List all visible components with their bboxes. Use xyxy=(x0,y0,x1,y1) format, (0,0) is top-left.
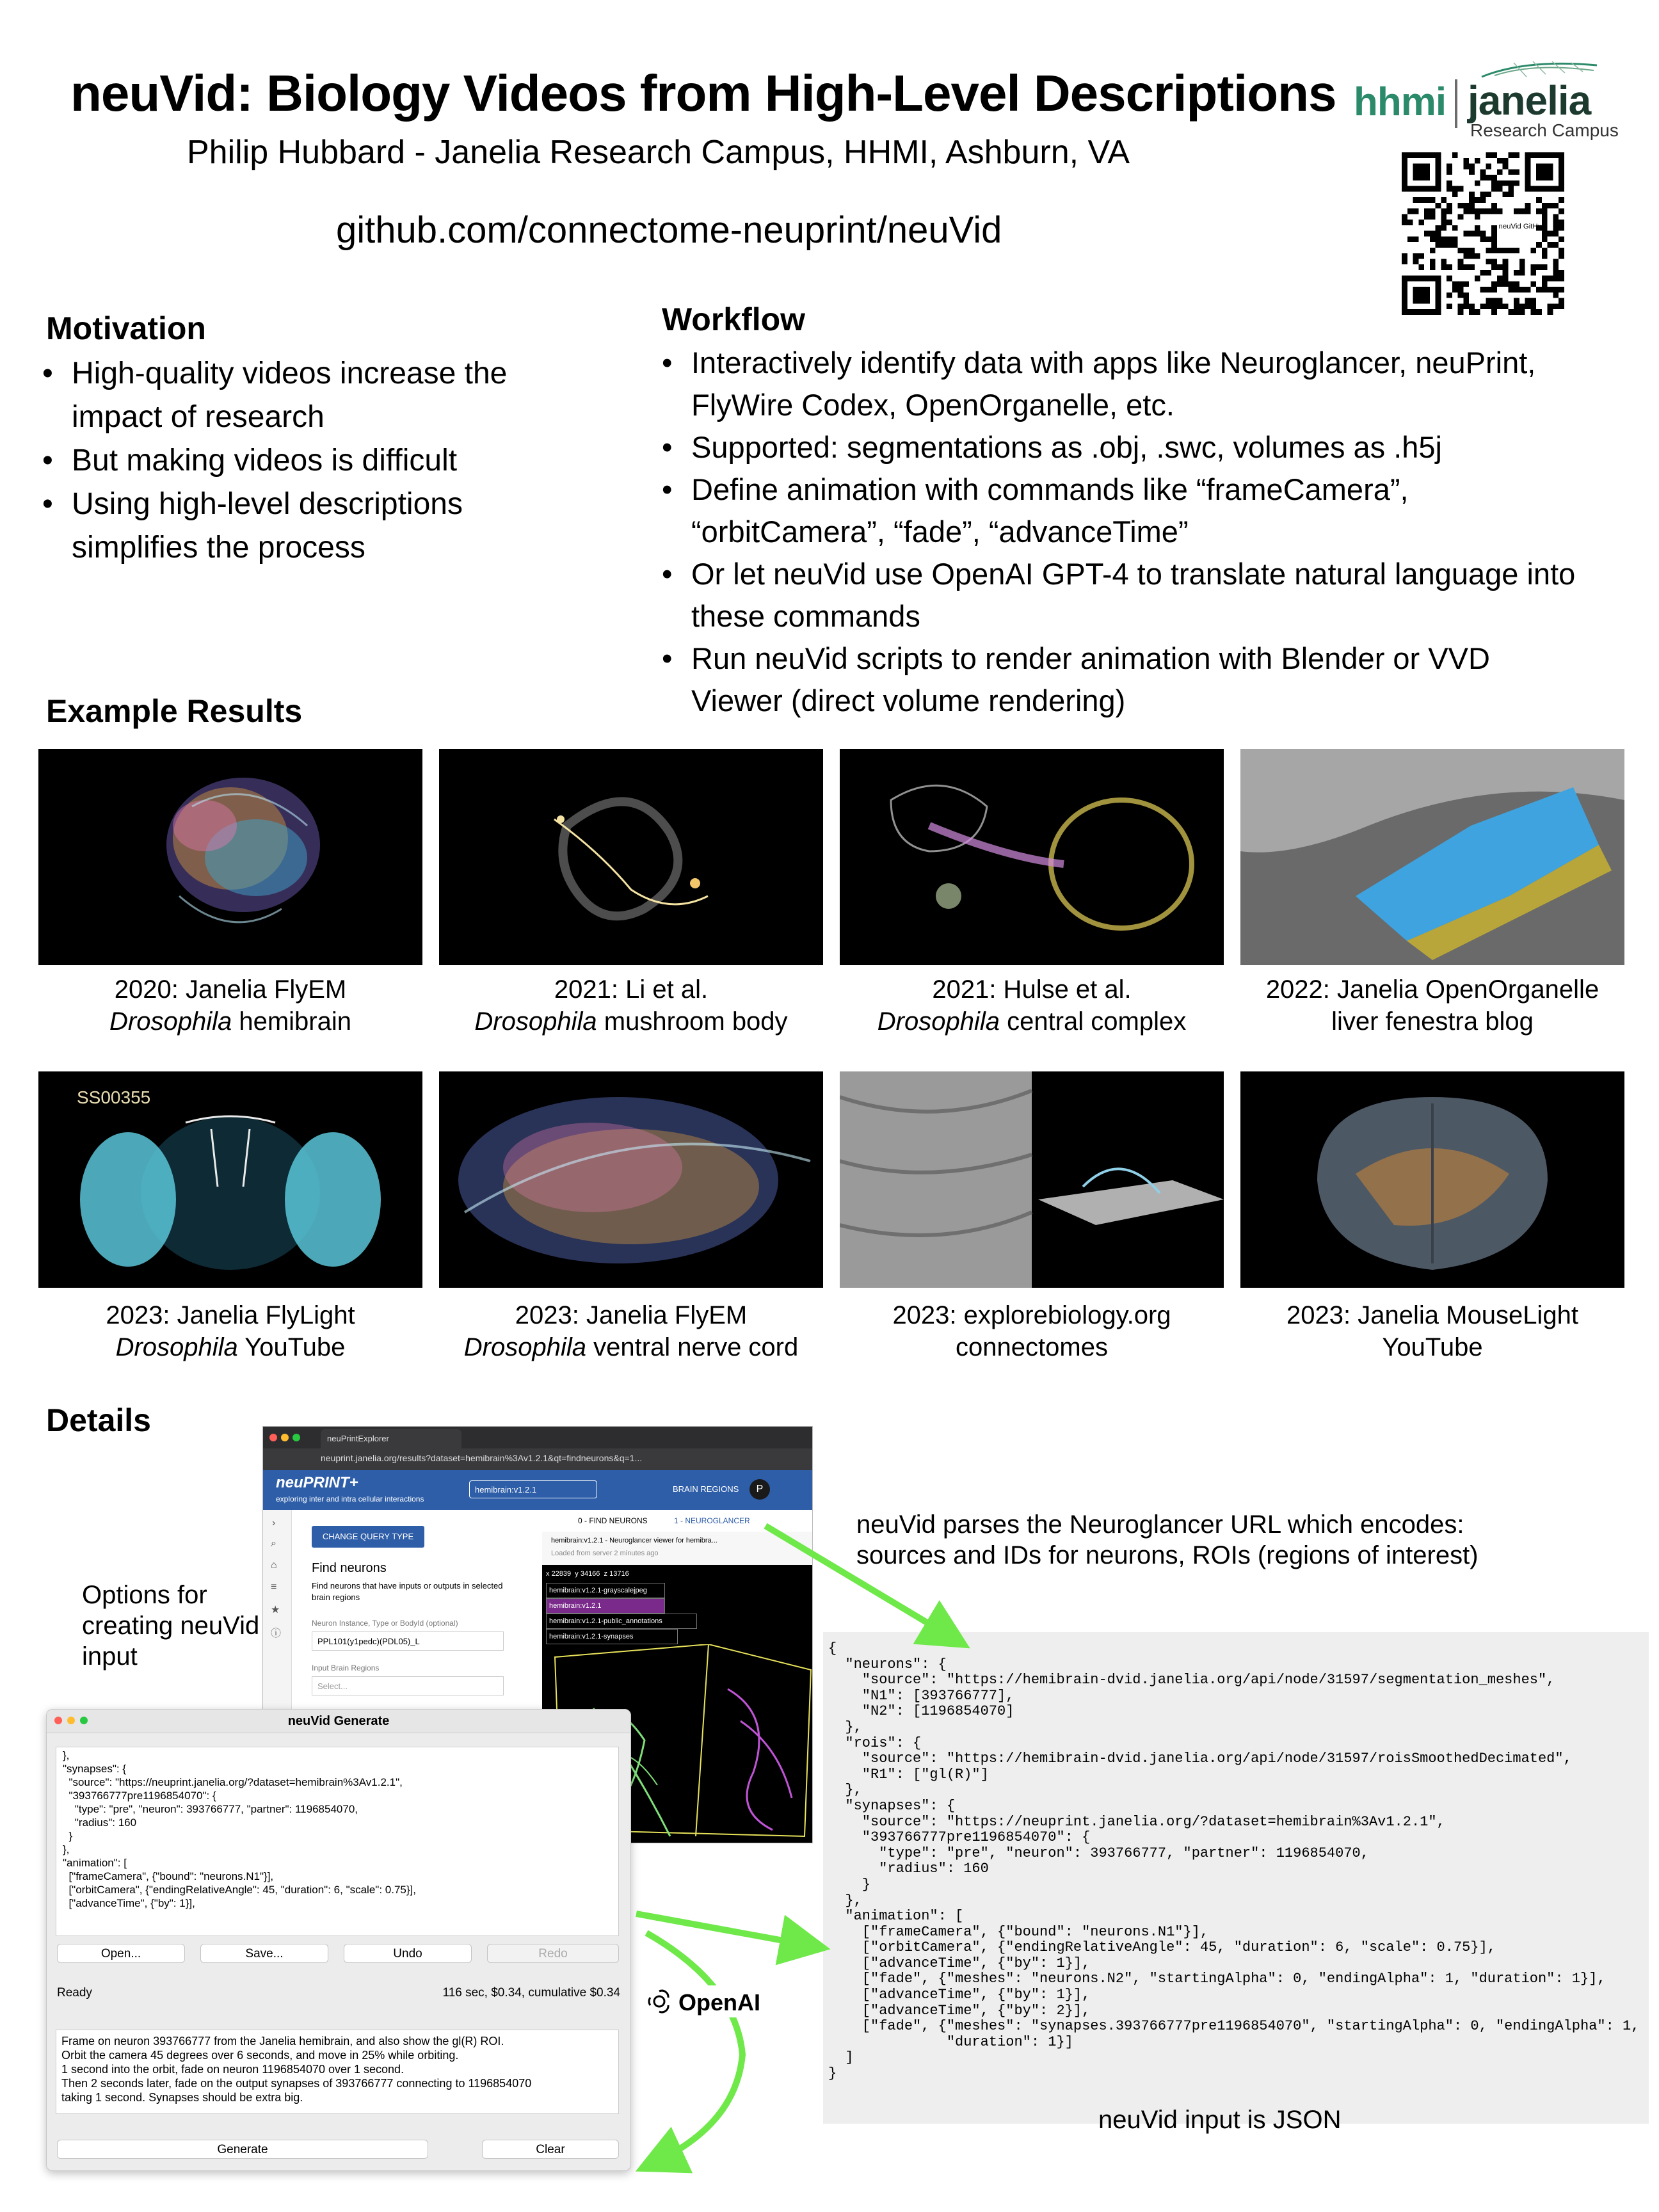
neuprint-brand[interactable]: neuPRINT+ xyxy=(276,1474,358,1491)
input-regions-select[interactable]: Select... xyxy=(312,1676,504,1695)
example-caption: 2021: Li et al. Drosophila mushroom body xyxy=(474,975,788,1036)
generated-json-editor[interactable]: }, "synapses": { "source": "https://neuprint.janelia.org/?dataset=hemibrain%3Av1.2.1", "393766777pre1196854070": { "type": "pre", "neuron": 393766777, "partner": 1196854070, "radius": 160 } }, "animation": [ ["frameCamera", {"bound": "neurons.N1"}], ["orbitCamera", {"endingRelativeAngle": 45, "duration": 6, "scale": 0.75}], ["advanceTime", {"by": 1}], xyxy=(56,1747,619,1936)
home-icon[interactable]: ⌂ xyxy=(271,1560,277,1571)
github-link[interactable]: github.com/connectome-neuprint/neuVid xyxy=(336,209,1002,251)
list-item: • Using high-level descriptions simplifies the process xyxy=(38,483,570,570)
qr-code-icon xyxy=(1402,152,1564,315)
options-label: Options for creating neuVid input xyxy=(82,1581,260,1671)
neuprint-tagline: exploring inter and intra cellular interactions xyxy=(276,1495,424,1503)
workflow-heading: Workflow xyxy=(662,301,806,337)
neuroglancer-subtitle: Loaded from server 2 minutes ago xyxy=(551,1550,659,1557)
redo-button[interactable]: Redo xyxy=(487,1944,619,1963)
poster-title: neuVid: Biology Videos from High-Level Descriptions xyxy=(70,65,1336,122)
details-heading: Details xyxy=(46,1402,151,1438)
layer-item[interactable]: hemibrain:v1.2.1-public_annotations xyxy=(546,1614,697,1629)
list-item: • Define animation with commands like “frameCamera”, “orbitCamera”, “fade”, “advanceTime” xyxy=(658,469,1586,553)
input-regions-label: Input Brain Regions xyxy=(312,1663,380,1672)
status-text: Ready xyxy=(57,1986,92,2000)
flylight-line-label: SS00355 xyxy=(77,1087,151,1107)
neuvid-generate-window xyxy=(46,1709,631,2171)
list-item: • Run neuVid scripts to render animation with Blender or VVD Viewer (direct volume rendering) xyxy=(658,637,1586,722)
list-item: • Interactively identify data with apps like Neuroglancer, neuPrint, FlyWire Codex, OpenOrganelle, etc. xyxy=(658,342,1586,426)
examples-heading: Example Results xyxy=(46,693,303,729)
cost-readout: 116 sec, $0.34, cumulative $0.34 xyxy=(442,1986,620,2000)
hhmi-janelia-logo xyxy=(1354,58,1623,141)
example-caption: 2023: Janelia FlyEM Drosophila ventral nerve cord xyxy=(463,1301,799,1361)
coordinate-readout: x 22839 y 34166 z 13716 xyxy=(546,1570,629,1578)
info-icon[interactable]: ⓘ xyxy=(271,1628,282,1639)
motivation-heading: Motivation xyxy=(46,310,206,346)
save-button[interactable]: Save... xyxy=(200,1944,328,1963)
browser-tab[interactable]: neuPrintExplorer xyxy=(321,1429,461,1448)
qr-label: neuVid GitHub xyxy=(1498,223,1546,231)
generate-button[interactable]: Generate xyxy=(57,2140,428,2159)
brain-regions-link[interactable]: BRAIN REGIONS xyxy=(673,1484,739,1494)
layer-item[interactable]: hemibrain:v1.2.1-grayscalejpeg xyxy=(546,1583,665,1598)
workflow-list xyxy=(658,342,1586,722)
author-line: Philip Hubbard - Janelia Research Campus, HHMI, Ashburn, VA xyxy=(187,134,1130,171)
hhmi-wordmark: hhmi xyxy=(1354,80,1447,124)
example-caption: 2021: Hulse et al. Drosophila central complex xyxy=(877,975,1187,1036)
list-item: • Or let neuVid use OpenAI GPT-4 to translate natural language into these commands xyxy=(658,553,1586,637)
openai-badge xyxy=(645,1985,767,2017)
tab-find-neurons[interactable]: 0 - FIND NEURONS xyxy=(578,1516,648,1525)
openai-label: OpenAI xyxy=(678,1989,761,2016)
dataset-select[interactable]: hemibrain:v1.2.1 xyxy=(469,1480,597,1498)
example-caption: 2023: Janelia MouseLight YouTube xyxy=(1286,1301,1578,1361)
janelia-wordmark: janelia xyxy=(1468,77,1591,124)
motivation-list xyxy=(38,352,570,570)
json-input-listing: { "neurons": { "source": "https://hemibrain-dvid.janelia.org/api/node/31597/segmentation_meshes", "N1": [393766777], "N2": [1196854070] }, "rois": { "source": "https://hemibrain-dvid.janelia.org/api/node/31597/roisSmoothedDecimated", "R1": ["gl(R)"] }, "synapses": { "source": "https://neuprint.janelia.org/?dataset=hemibrain%3Av1.2.1", "393766777pre1196854070": { "type": "pre", "neuron": 393766777, "partner": 1196854070, "radius": 160 } }, "animation": [ ["frameCamera", {"bound": "neurons.N1"}], ["orbitCamera", {"endingRelativeAngle": 45, "duration": 6, "scale": 0.75}], ["advanceTime", {"by": 1}], ["fade", {"meshes": "neurons.N2", "startingAlpha": 0, "endingAlpha": 1, "duration": 1}], ["advanceTime", {"by": 1}], ["advanceTime", {"by": 2}], ["fade", {"meshes": "synapses.393766777pre1196854070", "startingAlpha": 0, "endingAlpha": 1, "duration": 1}] ] } xyxy=(823,1632,1649,2124)
clear-button[interactable]: Clear xyxy=(482,2140,619,2159)
neuron-instance-input[interactable]: PPL101(y1pedc)(PDL05)_L xyxy=(312,1631,504,1651)
search-icon[interactable]: ⌕ xyxy=(271,1538,276,1549)
browser-url[interactable]: neuprint.janelia.org/results?dataset=hemibrain%3Av1.2.1&qt=findneurons&q=1... xyxy=(321,1453,643,1463)
example-image-mouselight xyxy=(1240,1071,1624,1288)
open-button[interactable]: Open... xyxy=(57,1944,185,1963)
instance-label: Neuron Instance, Type or BodyId (optional) xyxy=(312,1619,458,1628)
neuroglancer-title: hemibrain:v1.2.1 - Neuroglancer viewer for hemibra... xyxy=(551,1537,717,1544)
example-image-connectomes xyxy=(840,1071,1224,1288)
json-caption: neuVid input is JSON xyxy=(1098,2106,1342,2134)
chevron-right-icon[interactable]: › xyxy=(272,1518,276,1528)
prompt-input[interactable]: Frame on neuron 393766777 from the Janelia hemibrain, and also show the gl(R) ROI. Orbit the camera 45 degrees over 6 seconds, and move in 25% while orbiting. 1 second into the orbit, fade on neuron 1196854070 over 1 second. Then 2 seconds later, fade on the output synapses of 393766777 connecting to 1196854070 taking 1 second. Synapses should be extra big. xyxy=(56,2030,619,2114)
logo-divider xyxy=(1455,79,1457,128)
example-image-central-complex xyxy=(840,749,1224,965)
star-icon[interactable]: ★ xyxy=(271,1605,280,1615)
qr-code[interactable] xyxy=(1402,152,1564,315)
example-caption: 2023: Janelia FlyLight Drosophila YouTube xyxy=(106,1301,355,1361)
tab-neuroglancer[interactable]: 1 - NEUROGLANCER xyxy=(674,1516,750,1525)
openai-logo-icon xyxy=(645,1987,673,2016)
window-title: neuVid Generate xyxy=(287,1714,390,1728)
avatar[interactable]: P xyxy=(749,1479,770,1500)
example-caption: 2022: Janelia OpenOrganelle liver fenestra blog xyxy=(1265,975,1599,1036)
example-caption: 2020: Janelia FlyEM Drosophila hemibrain xyxy=(109,975,351,1036)
change-query-button[interactable]: CHANGE QUERY TYPE xyxy=(312,1526,424,1548)
example-caption: 2023: explorebiology.org connectomes xyxy=(892,1301,1171,1361)
example-image-vnc xyxy=(439,1071,823,1288)
example-image-hemibrain xyxy=(38,749,422,965)
layer-item[interactable]: hemibrain:v1.2.1 xyxy=(546,1598,665,1614)
find-neurons-title: Find neurons xyxy=(312,1561,387,1575)
example-image-mushroom-body xyxy=(439,749,823,965)
layer-item[interactable]: hemibrain:v1.2.1-synapses xyxy=(546,1629,678,1644)
list-icon[interactable]: ≡ xyxy=(271,1582,277,1592)
find-neurons-desc: Find neurons that have inputs or outputs in selected brain regions xyxy=(312,1581,503,1602)
example-image-flylight xyxy=(38,1071,422,1288)
research-campus-label: Research Campus xyxy=(1470,120,1619,140)
list-item: • Supported: segmentations as .obj, .swc, volumes as .h5j xyxy=(658,426,1586,469)
arrow-openai-loop xyxy=(646,1933,742,2163)
neuroglancer-parse-note: neuVid parses the Neuroglancer URL which encodes: sources and IDs for neurons, ROIs (regions of interest) xyxy=(856,1511,1479,1569)
list-item: • High-quality videos increase the impact of research xyxy=(38,352,570,439)
arrow-generate-to-json xyxy=(636,1914,812,1946)
list-item: • But making videos is difficult xyxy=(38,439,570,483)
leaf-logo-icon xyxy=(1475,58,1603,79)
undo-button[interactable]: Undo xyxy=(344,1944,472,1963)
example-image-liver-fenestra xyxy=(1240,749,1624,965)
